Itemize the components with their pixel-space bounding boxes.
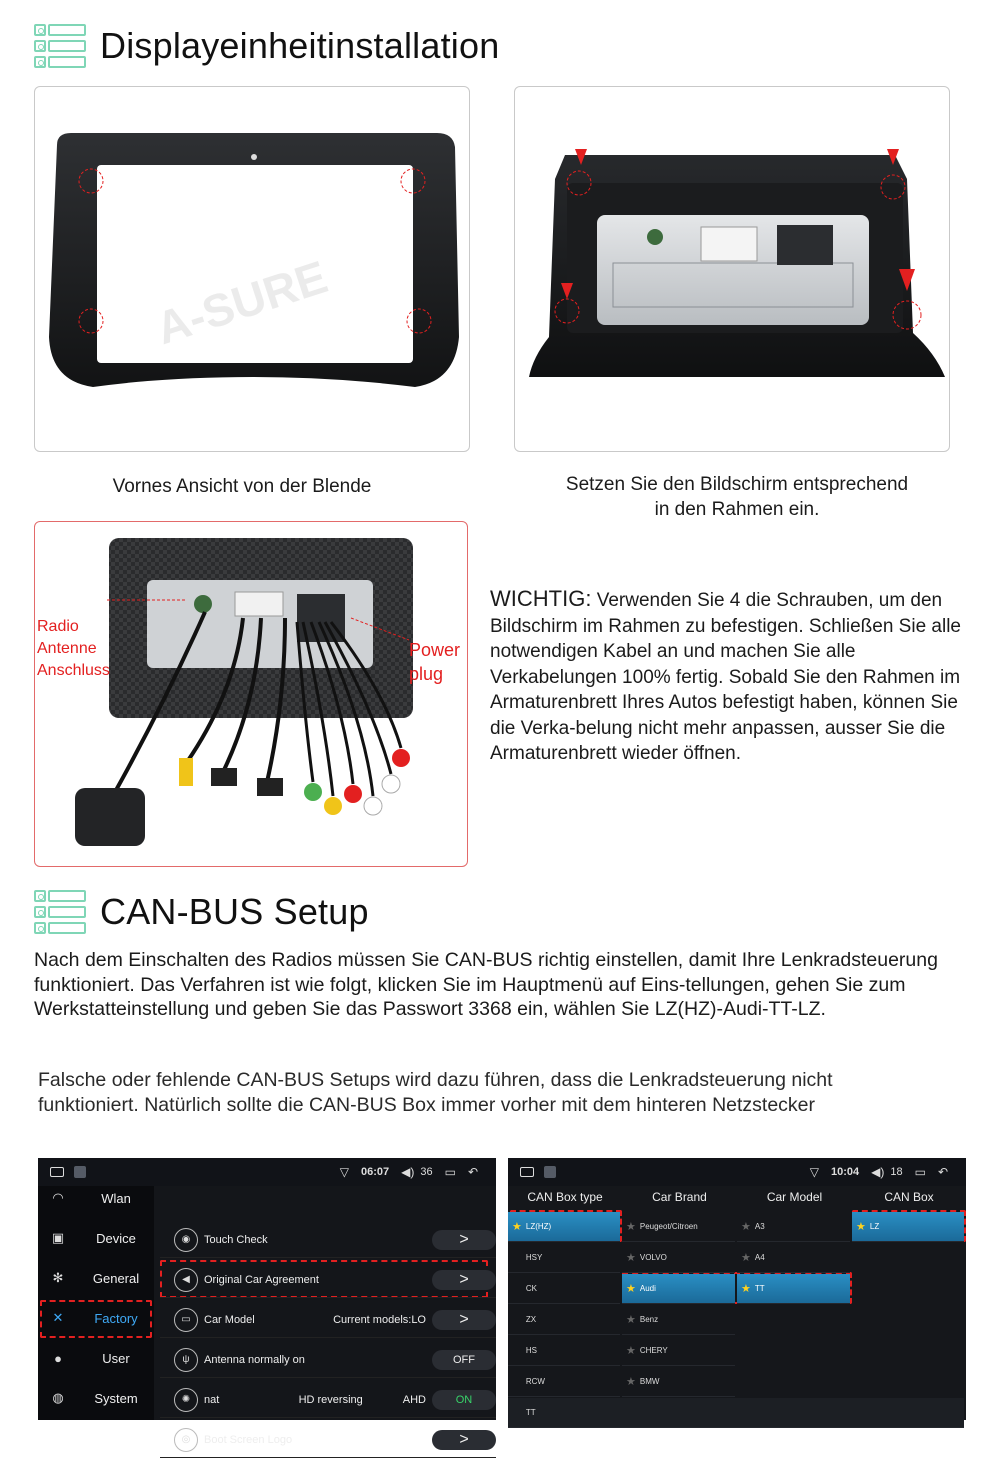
app-icon	[74, 1166, 86, 1178]
car-icon: ▭	[174, 1308, 198, 1332]
home-icon[interactable]	[50, 1167, 64, 1177]
caption-front: Vornes Ansicht von der Blende	[112, 476, 372, 497]
star-icon: ★	[856, 1221, 866, 1233]
sidebar-item-label: Wlan	[101, 1190, 131, 1206]
column-header: Car Model	[766, 1190, 823, 1204]
cell-label: BMW	[639, 1377, 660, 1386]
sidebar-item-label: General	[92, 1270, 140, 1286]
column-header: Car Brand	[652, 1190, 707, 1204]
label-power-line2: plug	[409, 664, 444, 684]
box-type-item[interactable]	[508, 1212, 620, 1242]
sidebar-item-label: User	[102, 1350, 130, 1366]
setting-row-antenna-normally-on[interactable]	[160, 1342, 496, 1378]
setting-value-secondary: AHD	[402, 1393, 426, 1406]
gear-icon: ✻	[52, 1270, 64, 1285]
column-header: CAN Box type	[527, 1190, 603, 1204]
volume-icon: ◀)	[871, 1165, 885, 1179]
speaker-icon: ◀	[174, 1268, 198, 1292]
label-radio-antenna	[37, 616, 110, 682]
label-radio-line3: Anschluss	[37, 662, 110, 679]
cell-label: Peugeot/Citroen	[639, 1222, 698, 1231]
star-icon: ★	[626, 1314, 636, 1326]
sidebar-item-label: Device	[96, 1230, 136, 1246]
chevron-right-button[interactable]: >	[432, 1230, 496, 1250]
setting-row-boot-screen-logo[interactable]	[160, 1422, 496, 1458]
signal-value: 36	[420, 1166, 433, 1178]
column-header: CAN Box	[884, 1190, 934, 1204]
setting-label: Boot Screen Logo	[204, 1433, 293, 1446]
star-icon: ★	[512, 1221, 522, 1233]
sidebar-item-device[interactable]	[38, 1220, 154, 1256]
cell-label: Audi	[639, 1284, 656, 1293]
wifi-icon: ◠	[52, 1190, 64, 1205]
status-bar	[508, 1158, 966, 1186]
star-icon: ★	[741, 1221, 751, 1233]
setting-row-touch-check[interactable]	[160, 1222, 496, 1258]
caption-insert-line2: in den Rahmen ein.	[654, 499, 820, 520]
dash-frame-image	[35, 87, 471, 453]
cell-label: LZ(HZ)	[525, 1222, 552, 1231]
fingerprint-icon: ◉	[174, 1228, 198, 1252]
brand-item[interactable]	[622, 1274, 735, 1304]
canbus-select-screen	[508, 1158, 966, 1420]
globe-icon: ◍	[52, 1390, 64, 1405]
brand-item[interactable]	[622, 1336, 735, 1366]
label-radio-line1: Radio	[37, 618, 79, 635]
setting-label: Antenna normally on	[204, 1353, 305, 1366]
important-note	[490, 586, 970, 767]
window-icon[interactable]: ▭	[914, 1165, 926, 1179]
tools-icon: ✕	[52, 1310, 64, 1325]
model-item[interactable]	[737, 1274, 850, 1304]
label-power-plug	[409, 638, 460, 686]
back-icon[interactable]: ↶	[467, 1165, 478, 1179]
toggle-switch[interactable]: ON	[432, 1390, 496, 1410]
wifi-status-icon: ▽	[809, 1165, 819, 1179]
setting-label: nat	[204, 1393, 220, 1406]
cell-label: Benz	[639, 1315, 659, 1324]
cell-label: RCW	[525, 1377, 545, 1386]
logo-icon: ◎	[174, 1428, 198, 1452]
important-lead: WICHTIG:	[490, 586, 592, 611]
brand-item[interactable]	[622, 1243, 735, 1273]
section-header-canbus	[34, 890, 369, 934]
cables-image	[35, 522, 469, 868]
sidebar-item-user[interactable]	[38, 1340, 154, 1376]
setting-value: Current models:LO	[333, 1313, 426, 1326]
box-type-item[interactable]	[508, 1243, 620, 1273]
setting-value: HD reversing	[298, 1393, 363, 1406]
section-header-display	[34, 24, 499, 68]
head-unit-back-image	[515, 87, 951, 453]
app-icon	[544, 1166, 556, 1178]
brand-item[interactable]	[622, 1305, 735, 1335]
sidebar-item-general[interactable]	[38, 1260, 154, 1296]
caption-insert-line1: Setzen Sie den Bildschirm entsprechend	[565, 474, 909, 495]
chevron-right-button[interactable]: >	[432, 1270, 496, 1290]
clock: 06:07	[360, 1166, 390, 1178]
star-icon: ★	[741, 1283, 751, 1295]
cell-label: HS	[525, 1346, 537, 1355]
star-icon: ★	[626, 1345, 636, 1357]
box-type-item[interactable]	[508, 1367, 620, 1397]
cell-label: VOLVO	[639, 1253, 667, 1262]
star-icon: ★	[626, 1221, 636, 1233]
clock: 10:04	[830, 1166, 860, 1178]
photo-frame-front	[34, 86, 470, 452]
star-icon: ★	[626, 1283, 636, 1295]
star-icon: ★	[626, 1252, 636, 1264]
cell-label: CHERY	[639, 1346, 668, 1355]
setting-row-nat[interactable]	[160, 1382, 496, 1418]
canbus-warning: Falsche oder fehlende CAN-BUS Setups wird dazu führen, dass die Lenkradsteuerung nicht funktioniert. Natürlich sollte die CAN-BUS Box immer vorher mit dem hinteren Netzstecker	[38, 1069, 833, 1116]
sidebar-item-factory[interactable]	[38, 1300, 154, 1336]
cell-label: TT	[754, 1284, 765, 1293]
sidebar-item-wlan[interactable]	[38, 1180, 154, 1216]
cell-label: CK	[525, 1284, 537, 1293]
cell-label: LZ	[869, 1222, 880, 1231]
sidebar-item-label: Factory	[94, 1310, 138, 1326]
label-radio-line2: Antenne	[37, 640, 97, 657]
photo-frame-cables	[34, 521, 468, 867]
canbus-instructions: Nach dem Einschalten des Radios müssen Sie CAN-BUS richtig einstellen, damit Ihre Lenkradsteuerung funktioniert. Das Verfahren ist wie folgt, klicken Sie im Hauptmenü auf Eins-tellungen, gehen Sie zum Werkstatteinstellung und geben Sie das Passwort 3368 ein, wählen Sie LZ(HZ)-Audi-TT-LZ.	[34, 949, 938, 1020]
setting-row-original-car-agreement[interactable]	[160, 1262, 496, 1298]
toggle-switch[interactable]: OFF	[432, 1350, 496, 1370]
star-icon: ★	[741, 1252, 751, 1264]
cell-label: ZX	[525, 1315, 537, 1324]
box-type-item[interactable]	[508, 1305, 620, 1335]
section-title: Displayeinheitinstallation	[100, 25, 500, 66]
signal-value: 18	[890, 1166, 903, 1178]
setting-label: Touch Check	[204, 1233, 268, 1246]
model-item[interactable]	[737, 1212, 850, 1242]
sidebar-item-label: System	[94, 1390, 138, 1406]
user-icon: ●	[54, 1350, 62, 1366]
photo-frame-insert	[514, 86, 950, 452]
cell-label: A4	[754, 1253, 765, 1262]
device-icon: ▣	[51, 1230, 65, 1245]
brand-item[interactable]	[622, 1367, 735, 1397]
caption-insert	[514, 472, 960, 522]
list-icon	[34, 890, 86, 934]
box-type-item[interactable]	[508, 1336, 620, 1366]
window-icon[interactable]: ▭	[444, 1165, 456, 1179]
watermark-text: A-SURE	[149, 250, 334, 355]
important-body: Verwenden Sie 4 die Schrauben, um den Bildschirm im Rahmen zu befestigen. Schließen Sie alle notwendigen Kabel an und machen Sie alle Verkabelungen 100% fertig. Sobald Sie den Rahmen im Armaturenbrett Ihres Autos befestigt haben, können Sie die Verka-belung nicht mehr anpassen, ausser Sie die Armaturenbrett wieder öffnen.	[490, 590, 961, 764]
volume-icon: ◀)	[401, 1165, 415, 1179]
setting-row-car-model[interactable]	[160, 1302, 496, 1338]
label-power-line1: Power	[409, 640, 461, 660]
brand-item[interactable]	[622, 1212, 735, 1242]
sidebar-item-system[interactable]	[38, 1380, 154, 1416]
camera-icon: ✺	[174, 1388, 198, 1412]
cell-label: HSY	[525, 1253, 543, 1262]
model-item[interactable]	[737, 1243, 850, 1273]
cell-label: TT	[525, 1408, 536, 1417]
star-icon: ★	[626, 1376, 636, 1388]
chevron-right-button[interactable]: >	[432, 1310, 496, 1330]
factory-settings-screen	[38, 1158, 496, 1448]
wifi-status-icon: ▽	[339, 1165, 349, 1179]
section-title: CAN-BUS Setup	[100, 891, 369, 932]
antenna-icon: ψ	[174, 1348, 198, 1372]
setting-label: Original Car Agreement	[204, 1273, 319, 1286]
list-icon	[34, 24, 86, 68]
box-type-item[interactable]	[508, 1398, 964, 1428]
box-type-item[interactable]	[508, 1274, 620, 1304]
chevron-right-button[interactable]: >	[432, 1430, 496, 1450]
can-box-item[interactable]	[852, 1212, 964, 1242]
home-icon[interactable]	[520, 1167, 534, 1177]
back-icon[interactable]: ↶	[937, 1165, 948, 1179]
cell-label: A3	[754, 1222, 765, 1231]
setting-label: Car Model	[204, 1313, 255, 1326]
